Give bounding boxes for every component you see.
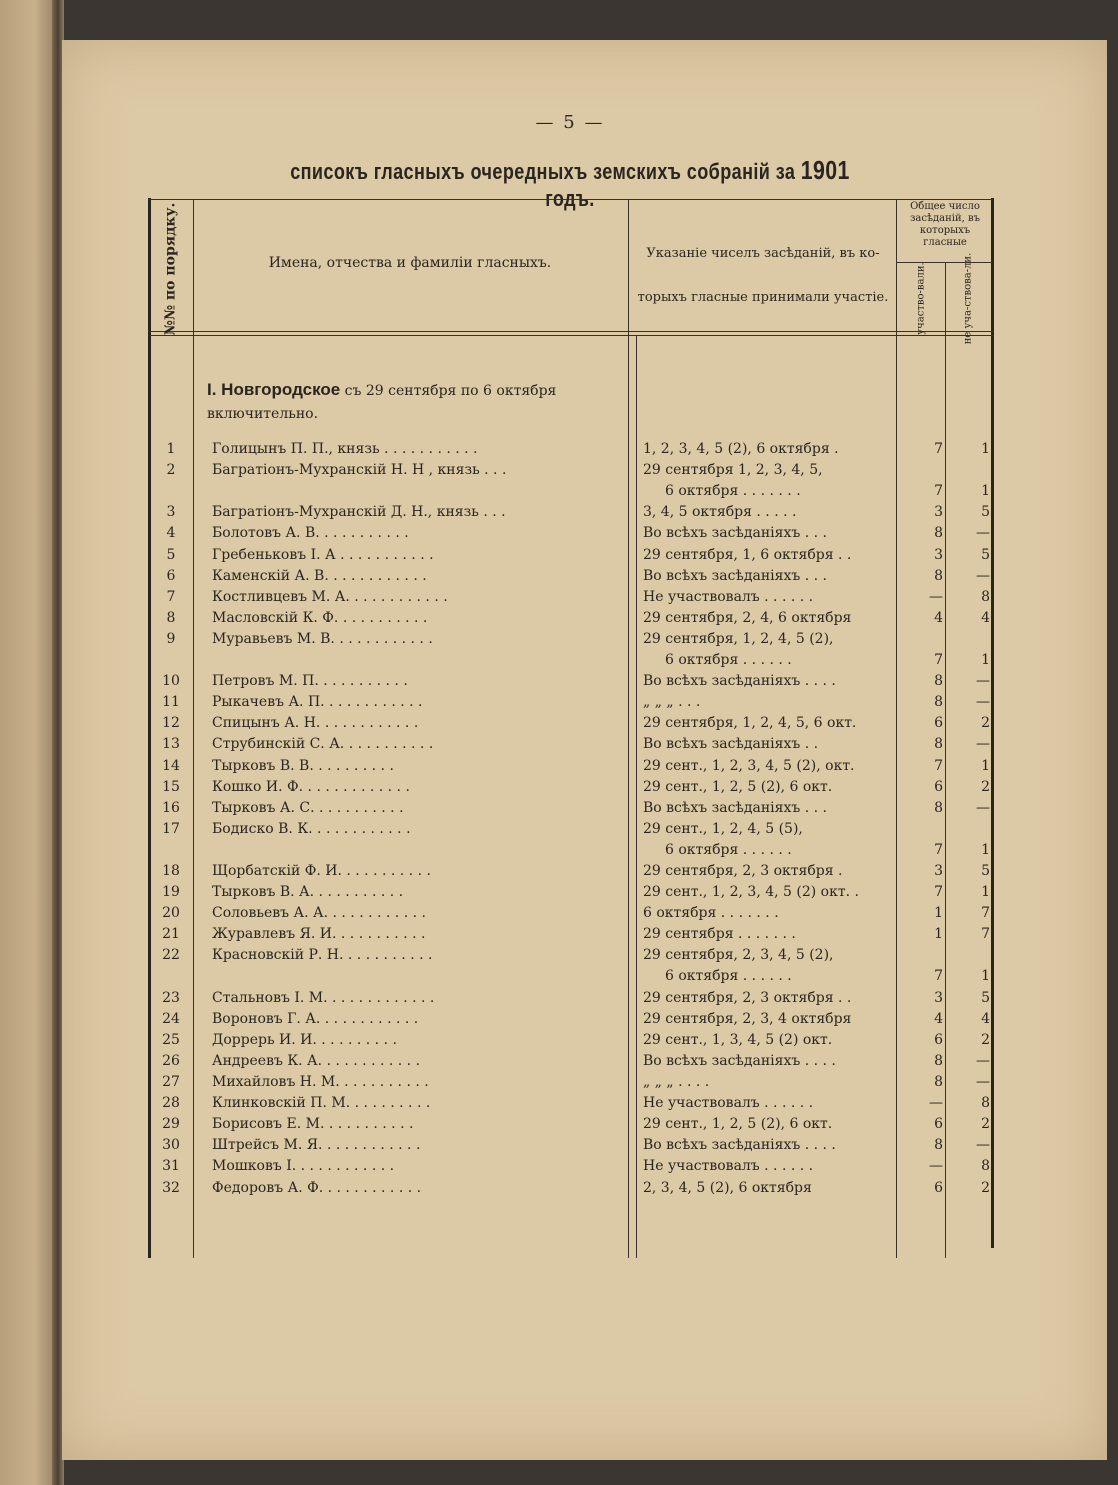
row-not-participated: 5 [981,546,990,563]
row-number: 1 [166,441,176,457]
row-not-participated: 1 [981,968,990,985]
row-participated: 8 [934,736,943,753]
row-number: 32 [162,1179,180,1196]
header-dates: Указаніе чиселъ засѣданій, въ ко-торыхъ гласные принимали участіе. [637,246,889,305]
row-participated: 8 [934,525,943,542]
table-row [0,989,1118,1010]
table-row [0,1073,1118,1094]
row-name: Бодиско В. К. . . . . . . . . . . . [212,820,411,837]
row-number: 23 [162,989,180,1006]
row-dates: 29 сентября, 2, 3 октября . . [643,989,852,1006]
row-name: Костливцевъ М. А. . . . . . . . . . . . [212,588,448,605]
row-not-participated: — [976,1052,990,1069]
row-participated: — [929,588,943,605]
row-participated: 7 [934,841,943,858]
header-participated: участво-вали. [915,261,927,335]
table-row [0,1136,1118,1157]
row-participated: 8 [934,799,943,816]
row-not-participated: 1 [981,884,990,901]
section-text: съ 29 сентября по 6 октября включительно. [207,383,557,422]
page-title [267,155,874,212]
table-row [0,1031,1118,1052]
row-dates: Не участвовалъ . . . . . . [643,588,814,605]
row-number: 10 [162,673,180,690]
row-name: Михайловъ Н. М. . . . . . . . . . . [212,1074,429,1090]
row-participated: 7 [934,483,943,500]
row-participated: 8 [934,1052,943,1069]
row-name: Спицынъ А. Н. . . . . . . . . . . . [212,715,419,732]
row-number: 25 [162,1031,180,1048]
row-participated: 8 [934,694,943,711]
row-number: 29 [162,1116,180,1133]
row-name: Рыкачевъ А. П. . . . . . . . . . . . [212,694,423,711]
row-name: Красновскій Р. Н. . . . . . . . . . . [212,947,433,964]
title-year: 1901 [800,155,850,185]
table-row [0,904,1118,925]
row-number: 16 [162,799,180,816]
row-not-participated: 5 [981,504,990,521]
row-dates: 6 октября . . . . . . . [643,905,779,922]
row-not-participated: 4 [981,609,990,626]
row-number: 21 [162,926,180,943]
row-not-participated: 5 [981,989,990,1006]
row-name: Багратіонъ-Мухранскій Д. Н., князь . . . [212,504,506,521]
row-dates-continued: 6 октября . . . . . . . [665,483,801,500]
row-name: Стальновъ І. М. . . . . . . . . . . . . [212,989,435,1006]
row-name: Мошковъ І. . . . . . . . . . . . [212,1158,395,1175]
row-not-participated: — [976,1137,990,1154]
row-number: 31 [162,1158,180,1175]
table-row [0,567,1118,588]
table-row [0,925,1118,946]
row-name: Багратіонъ-Мухранскій Н. Н , князь . . . [212,462,507,479]
row-dates: 29 сентября . . . . . . . [643,926,796,943]
row-not-participated: 2 [981,1179,990,1196]
row-not-participated: — [976,567,990,584]
table-row [0,1052,1118,1073]
table-row [0,546,1118,567]
row-participated: 8 [934,1137,943,1154]
row-dates: 29 сентября, 1, 2, 4, 5, 6 окт. [643,715,857,732]
row-dates: 29 сент., 1, 3, 4, 5 (2) окт. [643,1031,833,1048]
row-participated: 8 [934,1074,943,1090]
row-dates: Во всѣхъ засѣданіяхъ . . [643,736,819,753]
row-dates: 29 сент., 1, 2, 4, 5 (5), [643,820,803,837]
row-number: 28 [162,1095,180,1112]
row-number: 26 [162,1052,180,1069]
row-dates: „ „ „ . . . . [643,1074,710,1090]
row-dates: 1, 2, 3, 4, 5 (2), 6 октября . [643,441,839,457]
row-name: Федоровъ А. Ф. . . . . . . . . . . . [212,1179,422,1196]
row-participated: 6 [934,1031,943,1048]
table-row [0,1115,1118,1136]
row-dates: 29 сентября, 1, 6 октября . . [643,546,852,563]
row-number: 24 [162,1010,180,1027]
title-text: списокъ гласныхъ очередныхъ земскихъ собраній за [290,159,796,184]
row-name: Петровъ М. П. . . . . . . . . . . [212,673,408,690]
row-dates: 3, 4, 5 октября . . . . . [643,504,797,521]
row-not-participated: 5 [981,863,990,879]
row-participated: 6 [934,715,943,732]
row-number: 22 [162,947,180,964]
section-name: I. Новгородское [207,380,341,399]
row-dates: 2, 3, 4, 5 (2), 6 октября [643,1179,812,1196]
row-dates: 29 сентября, 2, 4, 6 октября [643,609,852,626]
row-dates: 29 сент., 1, 2, 5 (2), 6 окт. [643,778,833,795]
table-row [0,630,1118,672]
row-not-participated: — [976,694,990,711]
row-name: Клинковскій П. М. . . . . . . . . . [212,1095,431,1112]
row-number: 14 [162,757,180,774]
row-name: Масловскій К. Ф. . . . . . . . . . . [212,609,428,626]
row-not-participated: — [976,1074,990,1090]
table-row [0,883,1118,904]
table-row [0,946,1118,988]
row-participated: 1 [934,926,943,943]
row-participated: 4 [934,609,943,626]
row-name: Соловьевъ А. А. . . . . . . . . . . . [212,905,426,922]
header-names: Имена, отчества и фамиліи гласныхъ. [268,255,552,271]
row-participated: 7 [934,651,943,668]
row-dates: 29 сентября, 2, 3, 4, 5 (2), [643,947,834,964]
table-row [0,778,1118,799]
row-number: 7 [166,588,176,605]
row-number: 3 [166,504,176,521]
row-dates: 29 сентября, 1, 2, 4, 5 (2), [643,630,834,647]
row-participated: 6 [934,778,943,795]
row-name: Тырковъ А. С. . . . . . . . . . . [212,799,404,816]
row-not-participated: — [976,736,990,753]
table-row [0,1010,1118,1031]
row-not-participated: 8 [981,588,990,605]
row-participated: 7 [934,441,943,457]
row-not-participated: — [976,673,990,690]
row-name: Кошко И. Ф. . . . . . . . . . . . . [212,778,410,795]
row-number: 19 [162,884,180,901]
table-row [0,693,1118,714]
title-end: годъ. [545,186,595,211]
table-row [0,672,1118,693]
row-number: 9 [166,630,176,647]
row-dates: Во всѣхъ засѣданіяхъ . . . . [643,673,836,690]
row-number: 4 [166,525,176,542]
row-not-participated: 7 [981,905,990,922]
row-not-participated: 4 [981,1010,990,1027]
row-name: Борисовъ Е. М. . . . . . . . . . . [212,1116,414,1133]
row-not-participated: — [976,799,990,816]
row-participated: 7 [934,884,943,901]
table-row [0,461,1118,503]
row-not-participated: 1 [981,441,990,457]
row-dates: „ „ „ . . . [643,694,701,711]
row-number: 8 [166,609,176,626]
row-participated: — [929,1095,943,1112]
row-number: 11 [162,694,180,711]
row-not-participated: 1 [981,757,990,774]
header-not-participated: не уча-ствова-ли. [962,252,974,344]
row-not-participated: 2 [981,715,990,732]
row-not-participated: 1 [981,841,990,858]
row-number: 5 [166,546,176,563]
row-participated: 3 [934,504,943,521]
row-participated: 3 [934,863,943,879]
row-participated: 7 [934,757,943,774]
row-not-participated: 2 [981,1031,990,1048]
row-name: Тырковъ В. В. . . . . . . . . . [212,757,394,774]
row-dates: Не участвовалъ . . . . . . [643,1158,814,1175]
row-not-participated: 1 [981,483,990,500]
row-number: 15 [162,778,180,795]
row-participated: — [929,1158,943,1175]
row-dates: 29 сентября, 2, 3 октября . [643,863,843,879]
row-participated: 8 [934,567,943,584]
row-participated: 1 [934,905,943,922]
row-participated: 8 [934,673,943,690]
table-row [0,757,1118,778]
table-row [0,1094,1118,1115]
header-number: №№ по порядку. [162,202,179,336]
table-row [0,1157,1118,1178]
row-not-participated: 8 [981,1095,990,1112]
row-not-participated: 1 [981,651,990,668]
row-not-participated: 8 [981,1158,990,1175]
row-name: Тырковъ В. А. . . . . . . . . . . [212,884,404,901]
row-name: Муравьевъ М. В. . . . . . . . . . . . [212,630,433,647]
table-row [0,862,1118,883]
table-row [0,1179,1118,1200]
row-number: 18 [162,863,180,879]
row-number: 30 [162,1137,180,1154]
row-dates: Не участвовалъ . . . . . . [643,1095,814,1112]
header-total-sessions: Общее число засѣданій, въ которыхъ гласные [909,201,981,248]
row-number: 27 [162,1074,180,1090]
row-dates-continued: 6 октября . . . . . . [665,841,792,858]
row-name: Штрейсъ М. Я. . . . . . . . . . . . [212,1137,421,1154]
row-not-participated: — [976,525,990,542]
row-dates: 29 сент., 1, 2, 3, 4, 5 (2), окт. [643,757,855,774]
row-name: Каменскій А. В. . . . . . . . . . . . [212,567,427,584]
table-row [0,440,1118,461]
row-number: 17 [162,820,180,837]
row-dates-continued: 6 октября . . . . . . [665,651,792,668]
row-dates-continued: 6 октября . . . . . . [665,968,792,985]
row-number: 12 [162,715,180,732]
row-dates: Во всѣхъ засѣданіяхъ . . . [643,567,827,584]
row-not-participated: 2 [981,778,990,795]
row-dates: Во всѣхъ засѣданіяхъ . . . [643,799,827,816]
row-name: Струбинскій С. А. . . . . . . . . . . [212,736,434,753]
row-name: Гребеньковъ І. А . . . . . . . . . . . [212,546,434,563]
row-dates: 29 сентября, 2, 3, 4 октября [643,1010,852,1027]
row-dates: Во всѣхъ засѣданіяхъ . . . . [643,1137,836,1154]
row-participated: 6 [934,1179,943,1196]
table-row [0,524,1118,545]
row-name: Доррерь И. И. . . . . . . . . . [212,1031,397,1048]
row-participated: 3 [934,989,943,1006]
row-participated: 6 [934,1116,943,1133]
section-heading [207,378,627,426]
row-name: Журавлевъ Я. И. . . . . . . . . . . [212,926,426,943]
table-row [0,588,1118,609]
table-row [0,820,1118,862]
row-number: 20 [162,905,180,922]
row-participated: 7 [934,968,943,985]
row-number: 6 [166,567,176,584]
table-row [0,799,1118,820]
row-dates: 29 сент., 1, 2, 3, 4, 5 (2) окт. . [643,884,859,901]
row-dates: 29 сентября 1, 2, 3, 4, 5, [643,462,823,479]
table-row [0,503,1118,524]
row-dates: 29 сент., 1, 2, 5 (2), 6 окт. [643,1116,833,1133]
row-number: 2 [166,462,176,479]
row-dates: Во всѣхъ засѣданіяхъ . . . . [643,1052,836,1069]
row-participated: 3 [934,546,943,563]
table-row [0,714,1118,735]
row-name: Щорбатскій Ф. И. . . . . . . . . . . [212,863,431,879]
row-name: Вороновъ Г. А. . . . . . . . . . . . [212,1010,419,1027]
row-name: Голицынъ П. П., князь . . . . . . . . . . . [212,441,478,457]
page-number: — 5 — [535,112,605,133]
row-name: Болотовъ А. В. . . . . . . . . . . [212,525,409,542]
table-row [0,609,1118,630]
row-number: 13 [162,736,180,753]
row-name: Андреевъ К. А. . . . . . . . . . . . [212,1052,421,1069]
row-participated: 4 [934,1010,943,1027]
row-not-participated: 2 [981,1116,990,1133]
row-not-participated: 7 [981,926,990,943]
row-dates: Во всѣхъ засѣданіяхъ . . . [643,525,827,542]
table-row [0,735,1118,756]
